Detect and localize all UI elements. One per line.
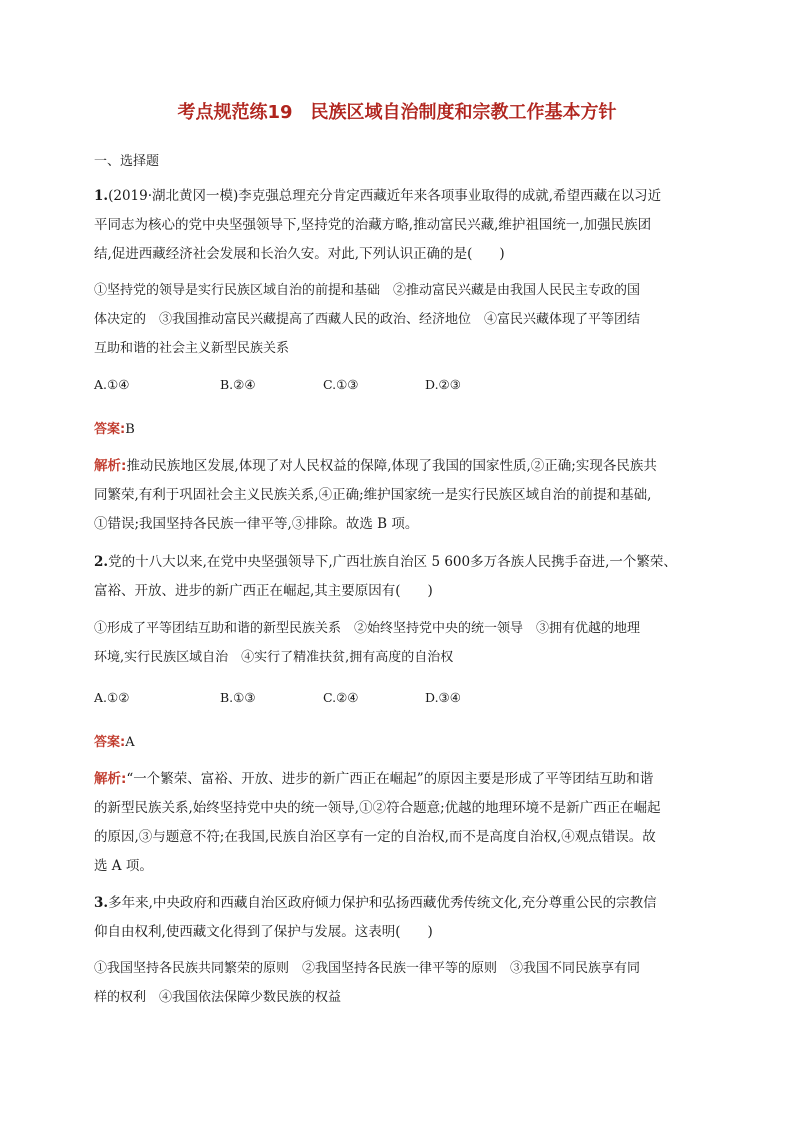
choice-c[interactable]: C.②④: [323, 690, 359, 705]
stem-line: 平同志为核心的党中央坚强领导下,坚持党的治藏方略,推动富民兴藏,维护祖国统一,加强民族团: [94, 217, 652, 233]
question-number: 2.: [94, 554, 109, 570]
question-2-stem: [94, 548, 712, 606]
choice-d[interactable]: D.②③: [425, 377, 461, 392]
option-line: 互助和谐的社会主义新型民族关系: [94, 341, 290, 356]
analysis-label: 解析:: [94, 771, 127, 787]
analysis-line: 解析:推动民族地区发展,体现了对人民权益的保障,体现了我国的国家性质,②正确;实现各民族共: [94, 458, 657, 474]
question-2-options: [94, 614, 712, 672]
choice-a[interactable]: A.①②: [94, 690, 130, 705]
analysis-line: 的原因,③与题意不符;在我国,民族自治区享有一定的自治权,而不是高度自治权,④观点错误。故: [94, 829, 656, 845]
question-1-analysis: [94, 452, 712, 539]
question-3-stem: [94, 889, 712, 947]
analysis-line: 解析:“一个繁荣、富裕、开放、进步的新广西正在崛起”的原因主要是形成了平等团结互助和谐: [94, 771, 654, 787]
question-number: 1.: [94, 188, 109, 204]
question-3-options: [94, 954, 712, 1012]
choice-b[interactable]: B.②④: [220, 377, 256, 392]
choice-a[interactable]: A.①④: [94, 377, 130, 392]
option-line: ①坚持党的领导是实行民族区域自治的前提和基础 ②推动富民兴藏是由我国人民民主专政的国: [94, 283, 641, 298]
section-heading: 一、选择题: [94, 154, 160, 169]
question-2-answer: [94, 731, 135, 750]
question-1-answer: [94, 418, 135, 437]
answer-value: A: [125, 735, 135, 750]
question-1-stem: [94, 182, 712, 269]
stem-line: 结,促进西藏经济社会发展和长治久安。对此,下列认识正确的是( ): [94, 246, 505, 262]
stem-line: 2.党的十八大以来,在党中央坚强领导下,广西壮族自治区 5 600多万各族人民携手奋进,一个繁荣、: [94, 554, 677, 570]
choice-d[interactable]: D.③④: [425, 690, 461, 705]
stem-line: 3.多年来,中央政府和西藏自治区政府倾力保护和弘扬西藏优秀传统文化,充分尊重公民的宗教信: [94, 895, 657, 911]
question-1-options: [94, 276, 712, 363]
stem-line: 富裕、开放、进步的新广西正在崛起,其主要原因有( ): [94, 583, 433, 599]
option-line: 样的权利 ④我国依法保障少数民族的权益: [94, 990, 342, 1005]
stem-line: 1.(2019·湖北黄冈一模)李克强总理充分肯定西藏近年来各项事业取得的成就,希望西藏在以习近: [94, 188, 662, 204]
analysis-line: 的新型民族关系,始终坚持党中央的统一领导,①②符合题意;优越的地理环境不是新广西正在崛起: [94, 800, 661, 816]
analysis-line: 选 A 项。: [94, 858, 153, 874]
choice-c[interactable]: C.①③: [323, 377, 359, 392]
option-line: ①我国坚持各民族共同繁荣的原则 ②我国坚持各民族一律平等的原则 ③我国不同民族享有同: [94, 961, 641, 976]
answer-label: 答案:: [94, 422, 126, 437]
question-number: 3.: [94, 895, 109, 911]
stem-line: 仰自由权利,使西藏文化得到了保护与发展。这表明( ): [94, 924, 433, 940]
analysis-line: 同繁荣,有利于巩固社会主义民族关系,④正确;维护国家统一是实行民族区域自治的前提和基础,: [94, 487, 652, 503]
analysis-line: ①错误;我国坚持各民族一律平等,③排除。故选 B 项。: [94, 516, 419, 532]
answer-value: B: [125, 422, 135, 437]
option-line: 环境,实行民族区域自治 ④实行了精准扶贫,拥有高度的自治权: [94, 650, 454, 665]
analysis-label: 解析:: [94, 458, 127, 474]
option-line: 体决定的 ③我国推动富民兴藏提高了西藏人民的政治、经济地位 ④富民兴藏体现了平等团结: [94, 312, 641, 327]
answer-label: 答案:: [94, 735, 126, 750]
page-title: 考点规范练19 民族区域自治制度和宗教工作基本方针: [177, 102, 617, 123]
question-2-analysis: [94, 765, 712, 881]
choice-b[interactable]: B.①③: [220, 690, 256, 705]
option-line: ①形成了平等团结互助和谐的新型民族关系 ②始终坚持党中央的统一领导 ③拥有优越的地理: [94, 621, 641, 636]
